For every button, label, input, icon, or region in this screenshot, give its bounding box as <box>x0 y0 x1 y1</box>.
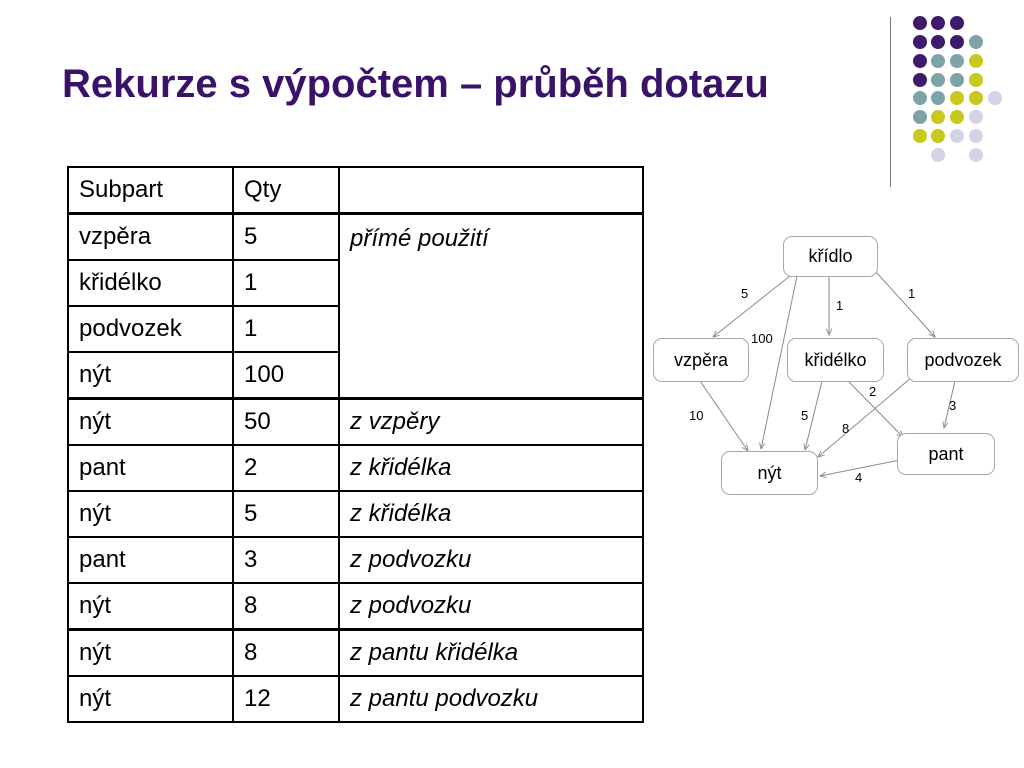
cell-qty: 8 <box>233 630 339 677</box>
edge-kridlo-vzpera <box>713 272 795 337</box>
cell-qty: 3 <box>233 537 339 583</box>
cell-subpart: křidélko <box>68 260 233 306</box>
header-qty: Qty <box>233 167 339 214</box>
edge-label: 2 <box>869 384 877 399</box>
node-podvozek: podvozek <box>907 338 1019 382</box>
edge-label: 1 <box>908 286 916 301</box>
cell-subpart: nýt <box>68 583 233 630</box>
edge-label: 100 <box>751 331 773 346</box>
cell-subpart: nýt <box>68 352 233 399</box>
node-pant: pant <box>897 433 995 475</box>
cell-qty: 50 <box>233 399 339 446</box>
cell-qty: 5 <box>233 214 339 261</box>
cell-qty: 5 <box>233 491 339 537</box>
cell-subpart: podvozek <box>68 306 233 352</box>
cell-note: z podvozku <box>339 537 643 583</box>
cell-qty: 2 <box>233 445 339 491</box>
node-vzpera: vzpěra <box>653 338 749 382</box>
cell-qty: 1 <box>233 306 339 352</box>
node-nyt: nýt <box>721 451 818 495</box>
header-subpart: Subpart <box>68 167 233 214</box>
cell-subpart: pant <box>68 445 233 491</box>
node-kridlo: křídlo <box>783 236 878 277</box>
cell-subpart: nýt <box>68 630 233 677</box>
cell-note: z křidélka <box>339 491 643 537</box>
cell-note: z vzpěry <box>339 399 643 446</box>
cell-note: z křidélka <box>339 445 643 491</box>
cell-note: z podvozku <box>339 583 643 630</box>
edge-kridlo-podvozek <box>876 272 935 337</box>
edge-label: 5 <box>741 286 749 301</box>
cell-qty: 12 <box>233 676 339 722</box>
cell-qty: 100 <box>233 352 339 399</box>
cell-note: přímé použití <box>339 214 643 399</box>
edge-label: 3 <box>949 398 957 413</box>
edge-label: 8 <box>842 421 850 436</box>
cell-qty: 8 <box>233 583 339 630</box>
edge-label: 5 <box>801 408 809 423</box>
node-kridelko: křidélko <box>787 338 884 382</box>
cell-subpart: pant <box>68 537 233 583</box>
edge-label: 1 <box>836 298 844 313</box>
slide-title: Rekurze s výpočtem – průběh dotazu <box>62 62 769 106</box>
cell-subpart: nýt <box>68 399 233 446</box>
cell-qty: 1 <box>233 260 339 306</box>
edge-vzpera-nyt <box>700 381 748 451</box>
edge-label: 10 <box>689 408 704 423</box>
cell-subpart: nýt <box>68 491 233 537</box>
cell-subpart: vzpěra <box>68 214 233 261</box>
cell-subpart: nýt <box>68 676 233 722</box>
cell-note: z pantu křidélka <box>339 630 643 677</box>
edge-label: 4 <box>855 470 863 485</box>
cell-note: z pantu podvozku <box>339 676 643 722</box>
